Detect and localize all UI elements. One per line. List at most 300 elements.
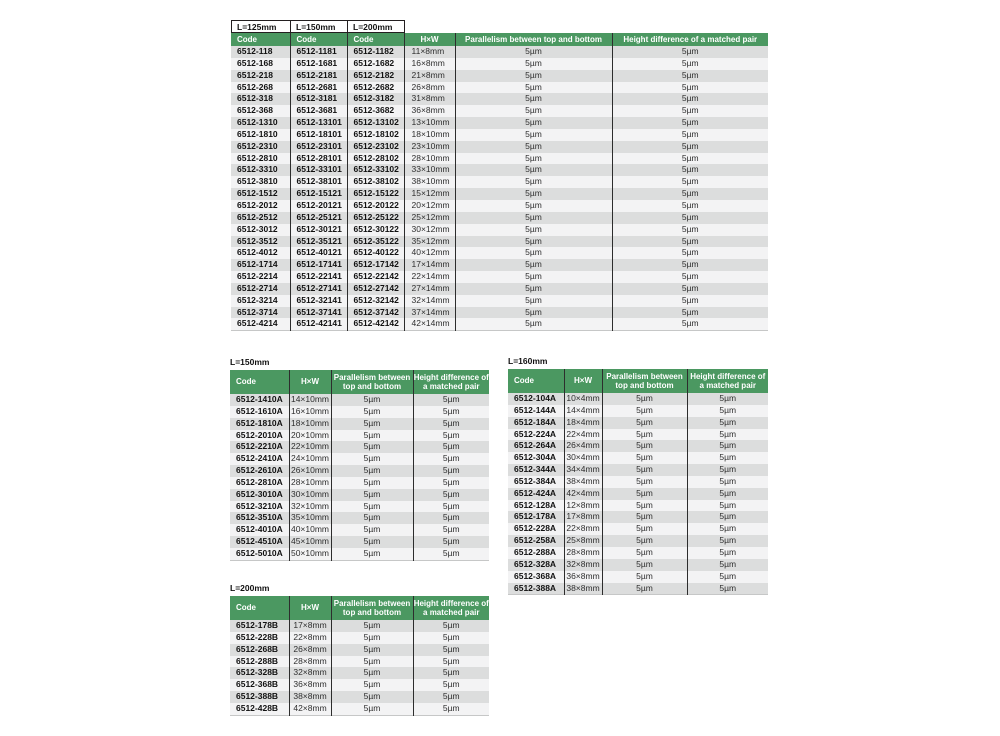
table-cell: 5µm bbox=[612, 70, 768, 82]
col-header-code-125: Code bbox=[231, 33, 290, 46]
table-cell: 5µm bbox=[612, 283, 768, 295]
table-cell: 42×8mm bbox=[289, 703, 331, 715]
table-cell: 6512-42142 bbox=[347, 318, 404, 330]
table-cell: 5µm bbox=[331, 536, 413, 548]
table-cell: 6512-318 bbox=[231, 93, 290, 105]
table-cell: 6512-1682 bbox=[347, 58, 404, 70]
table-cell: 6512-1714 bbox=[231, 259, 290, 271]
table-cell: 5µm bbox=[687, 440, 768, 452]
table-row bbox=[508, 535, 768, 547]
table-cell: 5µm bbox=[413, 536, 489, 548]
table-cell: 5µm bbox=[455, 247, 612, 259]
table-cell: 5µm bbox=[413, 703, 489, 715]
table-cell: 42×4mm bbox=[564, 488, 602, 500]
table-cell: 6512-2810 bbox=[231, 153, 290, 165]
table-cell: 6512-2010A bbox=[230, 430, 289, 442]
table-200mm-section bbox=[230, 584, 489, 716]
table-cell: 5µm bbox=[455, 129, 612, 141]
table-cell: 5µm bbox=[602, 429, 687, 441]
table-cell: 5µm bbox=[413, 644, 489, 656]
table-row bbox=[231, 153, 768, 165]
table-row bbox=[231, 295, 768, 307]
table-row bbox=[231, 307, 768, 319]
table-row bbox=[230, 679, 489, 691]
col-header-height-difference: Height difference of a matched pair bbox=[687, 369, 768, 393]
table-cell: 6512-1610A bbox=[230, 406, 289, 418]
table-cell: 5µm bbox=[413, 453, 489, 465]
table-cell: 5µm bbox=[413, 477, 489, 489]
table-cell: 6512-228A bbox=[508, 523, 564, 535]
table-row bbox=[231, 46, 768, 58]
table-cell: 30×10mm bbox=[290, 488, 330, 499]
table-cell: 5µm bbox=[331, 703, 413, 715]
table-cell: 5µm bbox=[612, 176, 768, 188]
table-row bbox=[231, 164, 768, 176]
table-cell: 28×10mm bbox=[290, 476, 330, 487]
table-cell: 6512-3214 bbox=[231, 295, 290, 307]
table-row bbox=[508, 440, 768, 452]
table-row bbox=[230, 430, 489, 442]
table-cell: 6512-4214 bbox=[231, 318, 290, 330]
table-cell: 5µm bbox=[687, 571, 768, 583]
table-cell: 6512-40122 bbox=[347, 247, 404, 259]
table-cell: 5µm bbox=[331, 524, 413, 536]
table-cell: 6512-428B bbox=[230, 703, 289, 715]
table-cell: 5µm bbox=[455, 236, 612, 248]
table-cell: 6512-42141 bbox=[290, 318, 347, 330]
table-cell: 5µm bbox=[602, 523, 687, 535]
table-cell: 5µm bbox=[602, 464, 687, 476]
table-cell: 6512-2012 bbox=[231, 200, 290, 212]
table-cell: 6512-104A bbox=[508, 393, 564, 405]
header-row bbox=[230, 596, 489, 620]
table-cell: 42×14mm bbox=[404, 318, 455, 330]
table-cell: 6512-1810A bbox=[230, 418, 289, 430]
col-header-code: Code bbox=[230, 596, 289, 620]
table-cell: 5µm bbox=[455, 224, 612, 236]
table-cell: 5µm bbox=[331, 477, 413, 489]
table-cell: 6512-38102 bbox=[347, 176, 404, 188]
table-cell: 37×14mm bbox=[404, 307, 455, 319]
table-cell: 5µm bbox=[602, 511, 687, 523]
table-cell: 22×8mm bbox=[564, 523, 602, 535]
table-cell: 6512-20122 bbox=[347, 200, 404, 212]
table-cell: 6512-368 bbox=[231, 105, 290, 117]
table-cell: 40×12mm bbox=[404, 247, 455, 259]
table-cell: 5µm bbox=[413, 667, 489, 679]
table-cell: 5µm bbox=[602, 393, 687, 405]
table-cell: 5µm bbox=[612, 82, 768, 94]
table-cell: 6512-40121 bbox=[290, 247, 347, 259]
table-row bbox=[508, 393, 768, 405]
table-row bbox=[231, 200, 768, 212]
table-cell: 6512-38101 bbox=[290, 176, 347, 188]
table-cell: 5µm bbox=[602, 488, 687, 500]
table-cell: 17×8mm bbox=[289, 620, 331, 632]
spec-table-160mm-body bbox=[508, 393, 768, 595]
table-cell: 14×4mm bbox=[564, 405, 602, 417]
table-cell: 6512-3682 bbox=[347, 105, 404, 117]
table-cell: 6512-28101 bbox=[290, 153, 347, 165]
table-cell: 5µm bbox=[602, 417, 687, 429]
table-cell: 5µm bbox=[612, 58, 768, 70]
table-cell: 6512-3510A bbox=[230, 512, 289, 524]
table-cell: 6512-288B bbox=[230, 656, 289, 668]
table-cell: 38×8mm bbox=[289, 691, 331, 703]
table-cell: 30×12mm bbox=[404, 224, 455, 236]
table-cell: 6512-2210A bbox=[230, 441, 289, 453]
table-cell: 17×14mm bbox=[404, 259, 455, 271]
table-cell: 5µm bbox=[612, 271, 768, 283]
table-cell: 28×10mm bbox=[404, 153, 455, 165]
table-cell: 5µm bbox=[602, 583, 687, 595]
table-cell: 6512-268B bbox=[230, 644, 289, 656]
table-cell: 5µm bbox=[331, 441, 413, 453]
table-cell: 18×4mm bbox=[564, 417, 602, 429]
table-cell: 5µm bbox=[602, 535, 687, 547]
table-cell: 5µm bbox=[455, 141, 612, 153]
table-cell: 6512-288A bbox=[508, 547, 564, 559]
table-cell: 6512-264A bbox=[508, 440, 564, 452]
header-row bbox=[231, 33, 768, 46]
table-cell: 5µm bbox=[687, 500, 768, 512]
table-cell: 5µm bbox=[331, 667, 413, 679]
table-cell: 26×4mm bbox=[564, 440, 602, 452]
table-row bbox=[231, 82, 768, 94]
table-cell: 22×10mm bbox=[290, 441, 330, 452]
table-cell: 5µm bbox=[413, 548, 489, 560]
table-title-160mm: L=160mm bbox=[508, 356, 548, 366]
table-cell: 5µm bbox=[331, 453, 413, 465]
table-cell: 5µm bbox=[331, 394, 413, 406]
table-row bbox=[508, 476, 768, 488]
table-row bbox=[230, 620, 489, 632]
spec-table-150mm bbox=[230, 370, 489, 561]
table-cell: 6512-2182 bbox=[347, 70, 404, 82]
table-row bbox=[230, 406, 489, 418]
table-row bbox=[231, 247, 768, 259]
table-cell: 6512-13101 bbox=[290, 117, 347, 129]
table-cell: 10×4mm bbox=[564, 393, 602, 405]
table-cell: 6512-1810 bbox=[231, 129, 290, 141]
table-row bbox=[508, 511, 768, 523]
table-cell: 28×8mm bbox=[289, 656, 331, 668]
length-label-row bbox=[231, 20, 768, 33]
table-row bbox=[230, 489, 489, 501]
table-cell: 5µm bbox=[331, 679, 413, 691]
table-cell: 6512-344A bbox=[508, 464, 564, 476]
table-cell: 6512-424A bbox=[508, 488, 564, 500]
table-cell: 6512-13102 bbox=[347, 117, 404, 129]
table-cell: 6512-35121 bbox=[290, 236, 347, 248]
table-cell: 6512-3810 bbox=[231, 176, 290, 188]
table-cell: 6512-218 bbox=[231, 70, 290, 82]
table-cell: 12×8mm bbox=[564, 500, 602, 512]
table-cell: 20×10mm bbox=[290, 429, 330, 440]
spec-table-main-body bbox=[231, 46, 768, 331]
table-150mm-section bbox=[230, 358, 489, 561]
spec-table-150mm-header bbox=[230, 370, 489, 394]
table-cell: 5µm bbox=[455, 117, 612, 129]
table-cell: 5µm bbox=[687, 464, 768, 476]
table-row bbox=[508, 405, 768, 417]
table-cell: 5µm bbox=[612, 129, 768, 141]
table-row bbox=[508, 429, 768, 441]
table-cell: 35×10mm bbox=[290, 512, 330, 523]
table-cell: 6512-328B bbox=[230, 667, 289, 679]
table-row bbox=[230, 632, 489, 644]
table-cell: 50×10mm bbox=[289, 548, 331, 560]
table-cell: 5µm bbox=[612, 188, 768, 200]
table-cell: 6512-178B bbox=[230, 620, 289, 632]
table-row bbox=[230, 465, 489, 477]
table-cell: 6512-2810A bbox=[230, 477, 289, 489]
table-cell: 5µm bbox=[687, 511, 768, 523]
table-cell: 6512-1681 bbox=[290, 58, 347, 70]
table-cell: 6512-368B bbox=[230, 679, 289, 691]
table-cell: 16×8mm bbox=[404, 58, 455, 70]
table-cell: 6512-4510A bbox=[230, 536, 289, 548]
table-cell: 5µm bbox=[687, 559, 768, 571]
table-cell: 15×12mm bbox=[404, 188, 455, 200]
table-cell: 5µm bbox=[455, 212, 612, 224]
table-cell: 6512-2410A bbox=[230, 453, 289, 465]
table-cell: 5µm bbox=[455, 259, 612, 271]
table-row bbox=[508, 417, 768, 429]
spec-table-200mm-header bbox=[230, 596, 489, 620]
table-cell: 5µm bbox=[331, 548, 413, 560]
table-cell: 32×14mm bbox=[404, 295, 455, 307]
length-label-150mm: L=150mm bbox=[290, 20, 348, 33]
table-row bbox=[231, 93, 768, 105]
table-cell: 13×10mm bbox=[404, 117, 455, 129]
table-cell: 6512-3012 bbox=[231, 224, 290, 236]
table-cell: 5µm bbox=[413, 430, 489, 442]
table-row bbox=[230, 644, 489, 656]
table-cell: 5µm bbox=[687, 417, 768, 429]
table-row bbox=[508, 500, 768, 512]
table-cell: 5µm bbox=[413, 620, 489, 632]
table-cell: 32×10mm bbox=[290, 500, 330, 511]
length-label-200mm: L=200mm bbox=[347, 20, 405, 33]
table-cell: 5µm bbox=[602, 559, 687, 571]
table-row bbox=[508, 523, 768, 535]
col-header-parallelism: Parallelism between top and bottom bbox=[331, 596, 413, 620]
col-header-code-150: Code bbox=[290, 33, 347, 46]
table-cell: 5µm bbox=[612, 93, 768, 105]
table-cell: 5µm bbox=[455, 82, 612, 94]
table-cell: 35×12mm bbox=[404, 236, 455, 248]
table-cell: 6512-268 bbox=[231, 82, 290, 94]
table-row bbox=[230, 453, 489, 465]
table-cell: 6512-2512 bbox=[231, 212, 290, 224]
table-cell: 6512-25121 bbox=[290, 212, 347, 224]
table-cell: 36×8mm bbox=[404, 105, 455, 117]
table-cell: 5µm bbox=[455, 164, 612, 176]
table-cell: 18×10mm bbox=[404, 129, 455, 141]
table-cell: 6512-5010A bbox=[230, 548, 289, 560]
table-cell: 6512-3181 bbox=[290, 93, 347, 105]
table-row bbox=[231, 212, 768, 224]
table-cell: 5µm bbox=[413, 441, 489, 453]
table-cell: 5µm bbox=[331, 465, 413, 477]
table-row bbox=[508, 583, 768, 595]
table-cell: 5µm bbox=[602, 547, 687, 559]
table-cell: 5µm bbox=[455, 188, 612, 200]
table-row bbox=[230, 536, 489, 548]
table-row bbox=[231, 58, 768, 70]
table-row bbox=[230, 394, 489, 406]
table-cell: 5µm bbox=[612, 153, 768, 165]
table-cell: 5µm bbox=[413, 632, 489, 644]
table-cell: 5µm bbox=[612, 200, 768, 212]
table-160mm-section bbox=[508, 357, 768, 595]
table-cell: 6512-328A bbox=[508, 559, 564, 571]
spec-table-200mm bbox=[230, 596, 489, 716]
table-cell: 23×10mm bbox=[404, 141, 455, 153]
table-cell: 6512-224A bbox=[508, 429, 564, 441]
table-cell: 32×8mm bbox=[289, 667, 331, 679]
table-cell: 6512-128A bbox=[508, 500, 564, 512]
col-header-code: Code bbox=[508, 369, 564, 393]
table-cell: 5µm bbox=[455, 58, 612, 70]
length-label-125mm: L=125mm bbox=[231, 20, 291, 33]
table-cell: 6512-118 bbox=[231, 46, 290, 58]
table-cell: 5µm bbox=[413, 512, 489, 524]
table-cell: 6512-30121 bbox=[290, 224, 347, 236]
col-header-code: Code bbox=[230, 370, 289, 394]
spec-table-200mm-body bbox=[230, 620, 489, 715]
table-cell: 5µm bbox=[455, 153, 612, 165]
table-cell: 6512-4012 bbox=[231, 247, 290, 259]
table-cell: 5µm bbox=[413, 465, 489, 477]
table-cell: 5µm bbox=[413, 418, 489, 430]
table-row bbox=[231, 271, 768, 283]
table-cell: 6512-32141 bbox=[290, 295, 347, 307]
table-row bbox=[231, 129, 768, 141]
table-row bbox=[508, 547, 768, 559]
table-cell: 6512-33102 bbox=[347, 164, 404, 176]
table-cell: 5µm bbox=[331, 512, 413, 524]
table-cell: 6512-388B bbox=[230, 691, 289, 703]
table-cell: 25×12mm bbox=[404, 212, 455, 224]
table-cell: 5µm bbox=[413, 406, 489, 418]
table-cell: 6512-1310 bbox=[231, 117, 290, 129]
table-cell: 34×4mm bbox=[564, 464, 602, 476]
table-row bbox=[231, 318, 768, 330]
table-cell: 6512-2214 bbox=[231, 271, 290, 283]
table-cell: 24×10mm bbox=[290, 453, 330, 464]
table-cell: 18×10mm bbox=[290, 417, 330, 428]
table-cell: 6512-228B bbox=[230, 632, 289, 644]
table-cell: 5µm bbox=[455, 200, 612, 212]
table-cell: 5µm bbox=[455, 93, 612, 105]
spec-table-150mm-body bbox=[230, 394, 489, 560]
table-cell: 6512-15122 bbox=[347, 188, 404, 200]
table-cell: 5µm bbox=[612, 318, 768, 330]
table-cell: 22×14mm bbox=[404, 271, 455, 283]
table-cell: 5µm bbox=[612, 307, 768, 319]
table-cell: 5µm bbox=[455, 70, 612, 82]
table-cell: 5µm bbox=[687, 429, 768, 441]
table-cell: 5µm bbox=[612, 105, 768, 117]
table-cell: 6512-388A bbox=[508, 583, 564, 595]
table-cell: 5µm bbox=[602, 500, 687, 512]
table-cell: 6512-3210A bbox=[230, 501, 289, 513]
table-cell: 6512-4010A bbox=[230, 524, 289, 536]
table-row bbox=[508, 452, 768, 464]
table-cell: 5µm bbox=[455, 318, 612, 330]
table-row bbox=[508, 571, 768, 583]
table-cell: 27×14mm bbox=[404, 283, 455, 295]
table-cell: 6512-178A bbox=[508, 511, 564, 523]
table-row bbox=[508, 559, 768, 571]
table-cell: 5µm bbox=[602, 571, 687, 583]
table-cell: 6512-17141 bbox=[290, 259, 347, 271]
table-cell: 6512-37141 bbox=[290, 307, 347, 319]
table-row bbox=[231, 283, 768, 295]
table-cell: 5µm bbox=[612, 224, 768, 236]
table-cell: 6512-144A bbox=[508, 405, 564, 417]
table-cell: 6512-2714 bbox=[231, 283, 290, 295]
table-row bbox=[508, 464, 768, 476]
table-cell: 6512-23101 bbox=[290, 141, 347, 153]
table-cell: 6512-15121 bbox=[290, 188, 347, 200]
table-cell: 17×8mm bbox=[564, 511, 602, 523]
col-header-hxw: H×W bbox=[404, 33, 455, 46]
table-row bbox=[230, 524, 489, 536]
spec-table-160mm bbox=[508, 369, 768, 595]
header-row bbox=[508, 369, 768, 393]
table-cell: 5µm bbox=[413, 524, 489, 536]
table-cell: 5µm bbox=[612, 164, 768, 176]
table-cell: 6512-2310 bbox=[231, 141, 290, 153]
table-row bbox=[230, 441, 489, 453]
table-cell: 6512-35122 bbox=[347, 236, 404, 248]
table-cell: 6512-2181 bbox=[290, 70, 347, 82]
table-cell: 6512-184A bbox=[508, 417, 564, 429]
table-cell: 5µm bbox=[331, 418, 413, 430]
table-cell: 6512-18102 bbox=[347, 129, 404, 141]
table-title-200mm: L=200mm bbox=[230, 583, 270, 593]
table-cell: 6512-22142 bbox=[347, 271, 404, 283]
table-cell: 6512-1512 bbox=[231, 188, 290, 200]
table-cell: 33×10mm bbox=[404, 164, 455, 176]
table-cell: 5µm bbox=[413, 656, 489, 668]
table-cell: 5µm bbox=[687, 583, 768, 595]
table-cell: 6512-2610A bbox=[230, 465, 289, 477]
table-row bbox=[231, 105, 768, 117]
table-cell: 6512-37142 bbox=[347, 307, 404, 319]
table-cell: 5µm bbox=[602, 452, 687, 464]
table-row bbox=[230, 656, 489, 668]
table-row bbox=[230, 667, 489, 679]
spec-table-main-header bbox=[231, 33, 768, 46]
table-row bbox=[230, 703, 489, 715]
table-cell: 6512-17142 bbox=[347, 259, 404, 271]
table-cell: 6512-27142 bbox=[347, 283, 404, 295]
col-header-height-difference: Height difference of a matched pair bbox=[413, 596, 489, 620]
table-row bbox=[231, 141, 768, 153]
col-header-hxw: H×W bbox=[289, 596, 331, 620]
table-cell: 6512-32142 bbox=[347, 295, 404, 307]
table-cell: 6512-168 bbox=[231, 58, 290, 70]
table-row bbox=[230, 691, 489, 703]
table-row bbox=[231, 117, 768, 129]
table-cell: 5µm bbox=[602, 440, 687, 452]
table-cell: 5µm bbox=[455, 46, 612, 58]
table-cell: 5µm bbox=[687, 452, 768, 464]
